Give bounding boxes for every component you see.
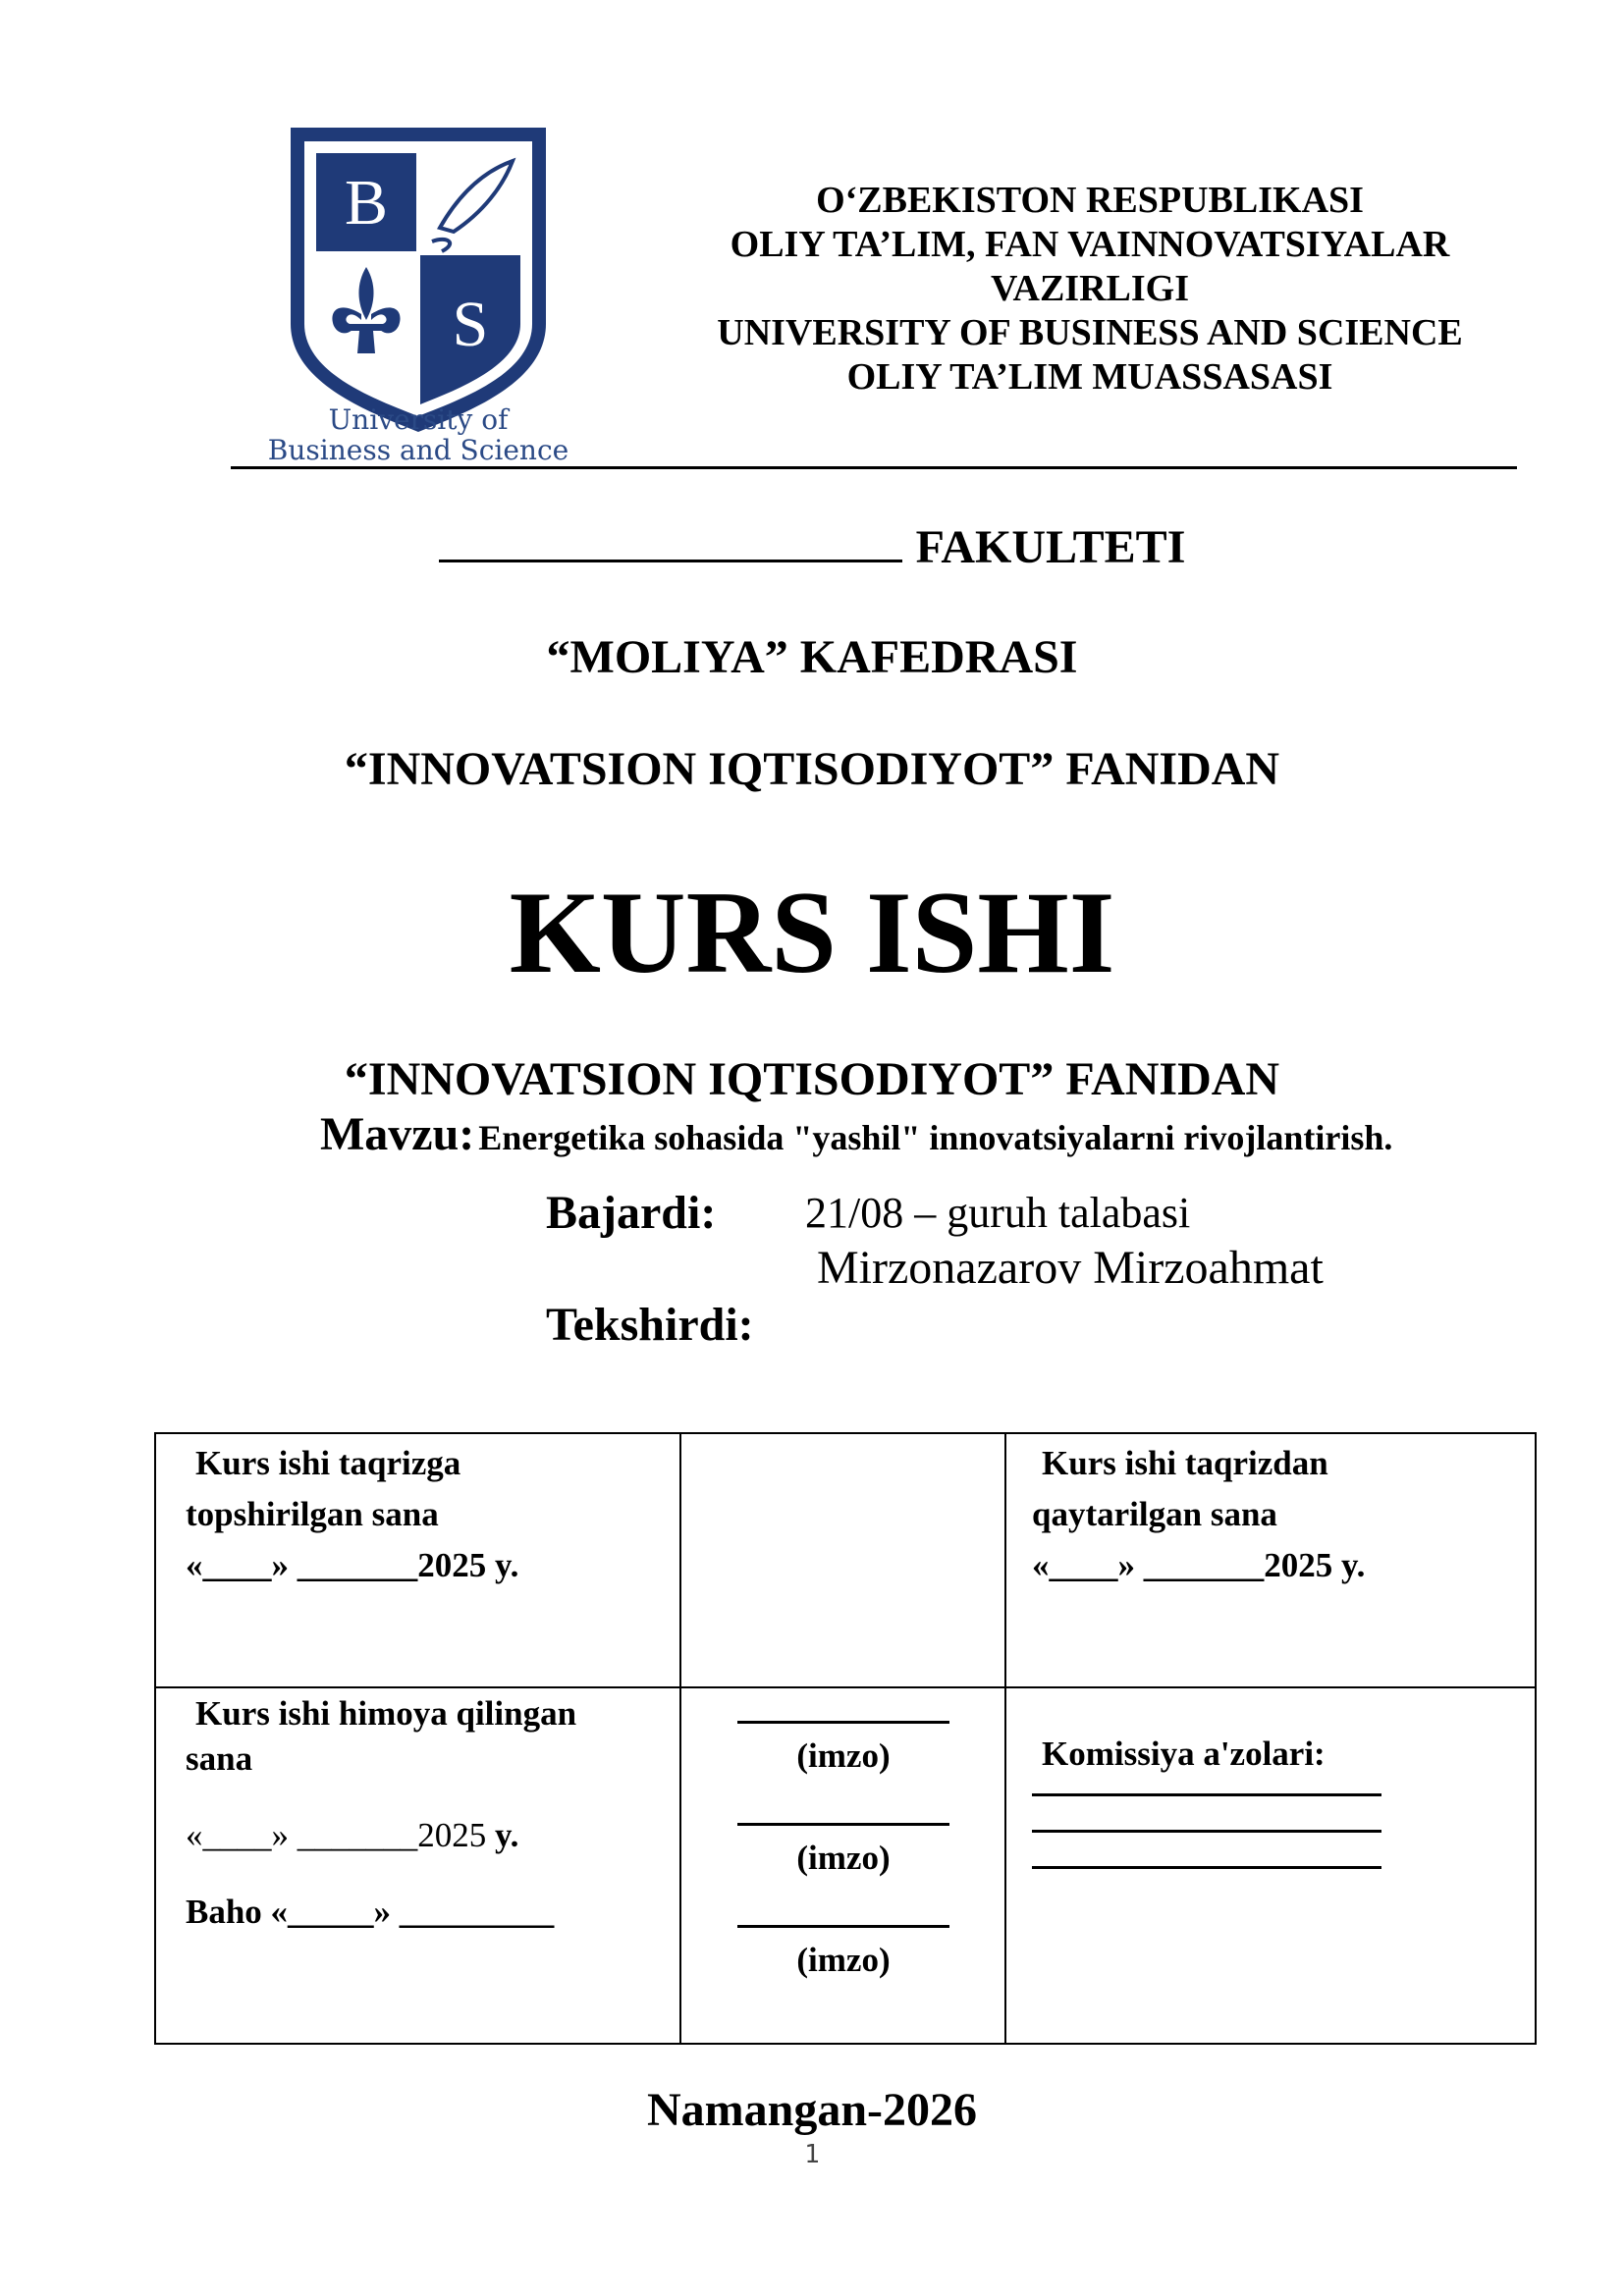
defended-cell [186, 1691, 576, 1935]
submitted-line2: topshirilgan sana [186, 1495, 439, 1533]
signature-line [737, 1880, 949, 1928]
grade-line: Baho «_____» _________ [186, 1893, 555, 1931]
defended-date-blank: «____» _______ [186, 1816, 418, 1854]
defended-date-year: 2025 [417, 1816, 487, 1854]
page-number: 1 [804, 2140, 820, 2169]
defended-line2: sana [186, 1739, 253, 1778]
header-line: OLIY TA’LIM, FAN VAINNOVATSIYALAR [730, 224, 1450, 265]
faculty-line [0, 516, 1624, 574]
signature-line [737, 1693, 949, 1724]
returned-line2: qaytarilgan sana [1032, 1495, 1277, 1533]
table-divider [1004, 1434, 1006, 2043]
returned-date: «____» _______2025 y. [1032, 1546, 1366, 1584]
institution-header [687, 179, 1492, 400]
table-divider [679, 1434, 681, 2043]
submitted-cell [186, 1438, 518, 1591]
topic-label: Mavzu: [320, 1108, 475, 1160]
commission-member-line [1032, 1833, 1381, 1869]
signature-caption: (imzo) [796, 1839, 891, 1877]
header-line: O‘ZBEKISTON RESPUBLIKASI [816, 180, 1364, 221]
department-title: “MOLIYA” KAFEDRASI [546, 631, 1078, 683]
topic-value: Energetika sohasida "yashil" innovatsiyalarni rivojlantirish. [478, 1118, 1393, 1157]
city-year: Namangan-2026 [646, 2084, 978, 2136]
table-divider [156, 1686, 1535, 1688]
header-line: UNIVERSITY OF BUSINESS AND SCIENCE [717, 312, 1463, 353]
signature-caption: (imzo) [796, 1941, 891, 1979]
header-line: OLIY TA’LIM MUASSASASI [846, 356, 1333, 398]
commission-cell [1032, 1729, 1381, 1869]
svg-text:B: B [344, 167, 389, 239]
header-line: VAZIRLIGI [990, 268, 1190, 309]
submitted-date: «____» _______2025 y. [186, 1546, 519, 1584]
reviewer-label: Tekshirdi: [546, 1299, 754, 1351]
signature-line [737, 1778, 949, 1826]
document-title: KURS ISHI [509, 867, 1115, 997]
logo-caption [232, 404, 605, 465]
faculty-label: FAKULTETI [915, 521, 1186, 573]
subject-title: “INNOVATSION IQTISODIYOT” FANIDAN [344, 743, 1280, 795]
topic-line [320, 1107, 1392, 1161]
signatures-cell [726, 1691, 961, 1982]
signature-caption: (imzo) [796, 1736, 891, 1775]
commission-member-line [1032, 1780, 1381, 1796]
defended-line1: Kurs ishi himoya qilingan [195, 1694, 577, 1733]
returned-cell [1032, 1438, 1365, 1591]
author-group: 21/08 – guruh talabasi [805, 1189, 1191, 1237]
subject-title-repeat: “INNOVATSION IQTISODIYOT” FANIDAN [344, 1053, 1280, 1105]
review-table [154, 1432, 1537, 2045]
author-label: Bajardi: [546, 1187, 717, 1239]
commission-member-line [1032, 1796, 1381, 1833]
returned-line1: Kurs ishi taqrizdan [1042, 1444, 1328, 1482]
logo-caption-line1: University of [328, 403, 509, 436]
submitted-line1: Kurs ishi taqrizga [195, 1444, 461, 1482]
commission-label: Komissiya a'zolari: [1042, 1735, 1326, 1773]
svg-text:S: S [452, 289, 489, 360]
author-name: Mirzonazarov Mirzoahmat [817, 1242, 1324, 1294]
logo-caption-line2: Business and Science [267, 434, 569, 466]
header-divider [231, 466, 1517, 469]
defended-date-suffix: y. [486, 1816, 519, 1854]
faculty-blank [439, 516, 902, 562]
defended-date [186, 1813, 576, 1858]
